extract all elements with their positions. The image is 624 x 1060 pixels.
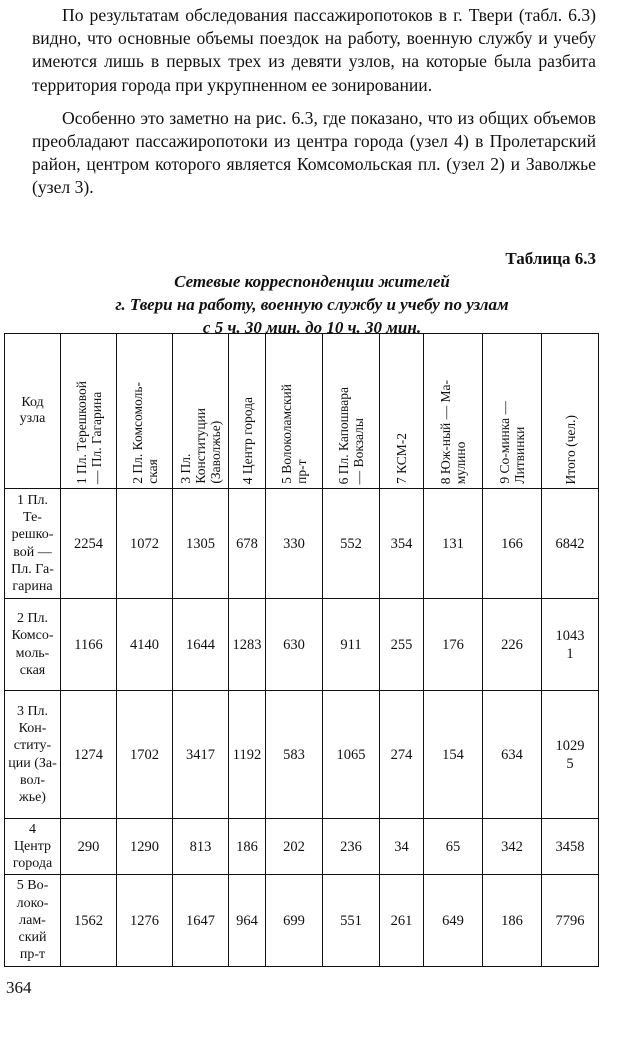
table-cell: 226 [483,599,542,691]
table-cell: 186 [229,819,266,875]
header-col-9: 9 Со-минка — Литвинки [483,334,542,489]
table-cell: 255 [380,599,424,691]
header-row [5,334,599,489]
table-cell: 202 [266,819,323,875]
table-cell: 1562 [61,875,117,967]
body-text [32,4,596,200]
header-col-2: 2 Пл. Комсомоль- ская [117,334,173,489]
table-cell: 813 [173,819,229,875]
header-col-5: 5 Волоколамский пр-т [266,334,323,489]
table-cell: 1305 [173,489,229,599]
table-cell-total: 1043 1 [542,599,599,691]
table-caption [30,270,594,339]
table-cell: 1274 [61,691,117,819]
table-row [5,819,599,875]
table-cell: 1072 [117,489,173,599]
table-cell-total: 7796 [542,875,599,967]
table-cell-total: 1029 5 [542,691,599,819]
table-cell: 678 [229,489,266,599]
table-cell: 236 [323,819,380,875]
header-col-8: 8 Юж-ный — Ма- мулино [424,334,483,489]
table-cell: 354 [380,489,424,599]
table-cell: 34 [380,819,424,875]
table-cell: 1276 [117,875,173,967]
table-cell: 649 [424,875,483,967]
header-node-code: Код узла [5,334,61,489]
table-cell: 1644 [173,599,229,691]
table-cell: 699 [266,875,323,967]
table-cell: 1065 [323,691,380,819]
caption-line-1: Сетевые корреспонденции жителей [174,272,450,291]
header-col-3: 3 Пл. Конституции (Заволжье) [173,334,229,489]
table-cell: 65 [424,819,483,875]
table-cell: 1283 [229,599,266,691]
table-cell: 176 [424,599,483,691]
table-cell: 131 [424,489,483,599]
table-row [5,875,599,967]
table-cell: 1166 [61,599,117,691]
header-col-6: 6 Пл. Капошвара — Вокзалы [323,334,380,489]
table-row [5,691,599,819]
table-cell: 186 [483,875,542,967]
row-label: 3 Пл. Кон- ститу- ции (За- вол- жье) [5,691,61,819]
row-label: 4 Центр города [5,819,61,875]
table-cell: 1290 [117,819,173,875]
table-cell: 964 [229,875,266,967]
table-cell: 3417 [173,691,229,819]
header-col-1: 1 Пл. Терешковой — Пл. Гагарина [61,334,117,489]
table-cell: 1192 [229,691,266,819]
header-col-4: 4 Центр города [229,334,266,489]
row-label: 2 Пл. Комсо- моль- ская [5,599,61,691]
table-cell: 630 [266,599,323,691]
row-label: 1 Пл. Те- решко- вой — Пл. Га- гарина [5,489,61,599]
table-cell: 1702 [117,691,173,819]
table-cell: 4140 [117,599,173,691]
header-col-7: 7 КСМ-2 [380,334,424,489]
table-cell: 330 [266,489,323,599]
header-col-total: Итого (чел.) [542,334,599,489]
table-cell: 551 [323,875,380,967]
table-cell: 634 [483,691,542,819]
table-cell: 154 [424,691,483,819]
page-number: 364 [6,978,32,997]
table-cell: 261 [380,875,424,967]
paragraph-1: По результатам обследования пассажиропотоков в г. Твери (табл. 6.3) видно, что основные объемы поездок на работу, военную службу и учебу имеются лишь в первых трех из девяти узлов, на которые была разбита территория города при укрупненном ее зонировании. [32,5,596,95]
table-cell: 583 [266,691,323,819]
table-cell-total: 6842 [542,489,599,599]
table-cell-total: 3458 [542,819,599,875]
correspondence-table [4,333,599,967]
table-number: Таблица 6.3 [505,249,596,268]
table-cell: 911 [323,599,380,691]
table-cell: 1647 [173,875,229,967]
caption-line-3: с 5 ч. 30 мин. до 10 ч. 30 мин. [202,318,422,337]
paragraph-2: Особенно это заметно на рис. 6.3, где показано, что из общих объемов преобладают пассажиропотоки из центра города (узел 4) в Пролетарский район, центром которого является Комсомольская пл. (узел 2) и Заволжье (узел 3). [32,107,596,198]
table-cell: 290 [61,819,117,875]
table-row [5,599,599,691]
table-cell: 166 [483,489,542,599]
row-label: 5 Во- локо- лам- ский пр-т [5,875,61,967]
table-cell: 552 [323,489,380,599]
table-row [5,489,599,599]
table-cell: 2254 [61,489,117,599]
table-cell: 342 [483,819,542,875]
table-cell: 274 [380,691,424,819]
caption-line-2: г. Твери на работу, военную службу и учебу по узлам [115,295,509,314]
